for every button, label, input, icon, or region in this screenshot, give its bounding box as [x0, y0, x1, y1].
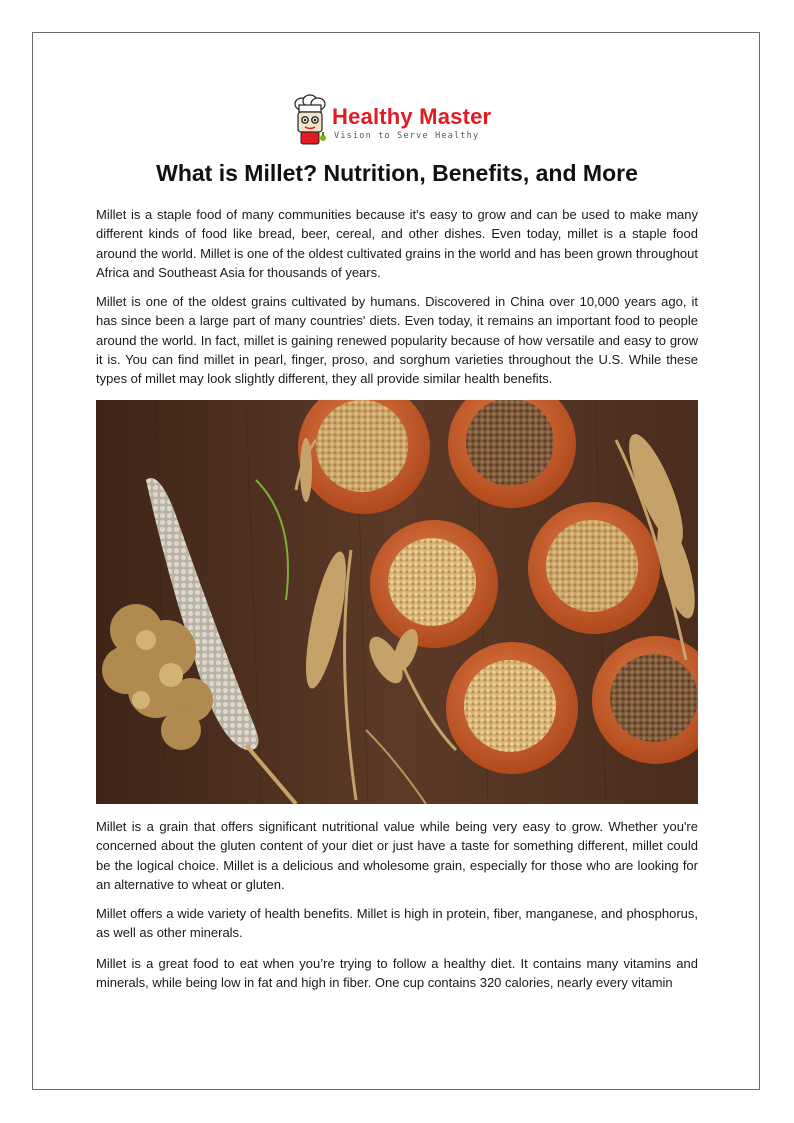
chef-mascot-icon: [290, 94, 330, 148]
paragraph-benefits: Millet offers a wide variety of health benefits. Millet is high in protein, fiber, manganese, and phosphorus, as well as other minerals.: [96, 906, 698, 941]
brand-tagline: Vision to Serve Healthy: [334, 131, 480, 141]
paragraph-history: Millet is one of the oldest grains cultivated by humans. Discovered in China over 10,000 years ago, it has since been a large part of many countries' diets. Even today, it remains an important food to people around the world. In fact, millet is gaining renewed popularity because of how versatile and easy to grow it is. You can find millet in pearl, finger, proso, and sorghum varieties throughout the U.S. While these types of millet may look slightly different, they all provide similar health benefits.: [96, 294, 698, 387]
article-title: What is Millet? Nutrition, Benefits, and More: [156, 160, 638, 186]
paragraph-intro: Millet is a staple food of many communities because it's easy to grow and can be used to make many different kinds of food like bread, beer, cereal, and other dishes. Even today, millet is a staple food around the world. Millet is one of the oldest cultivated grains in the world and has been grown throughout Africa and Southeast Asia for thousands of years.: [96, 207, 698, 280]
millet-bowls-photo: [96, 400, 698, 804]
paragraph-diet: Millet is a great food to eat when you’re trying to follow a healthy diet. It contains many vitamins and minerals, while being low in fat and high in fiber. One cup contains 320 calories, nearly every vitamin: [96, 956, 698, 991]
brand-name: Healthy Master: [332, 104, 492, 129]
paragraph-nutrition: Millet is a grain that offers significant nutritional value while being very easy to grow. Whether you're concerned about the gluten content of your diet or just have a taste for something different, millet could be the logical choice. Millet is a delicious and wholesome grain, especially for those who are looking for an alternative to wheat or gluten.: [96, 819, 698, 892]
logo: [290, 94, 510, 148]
